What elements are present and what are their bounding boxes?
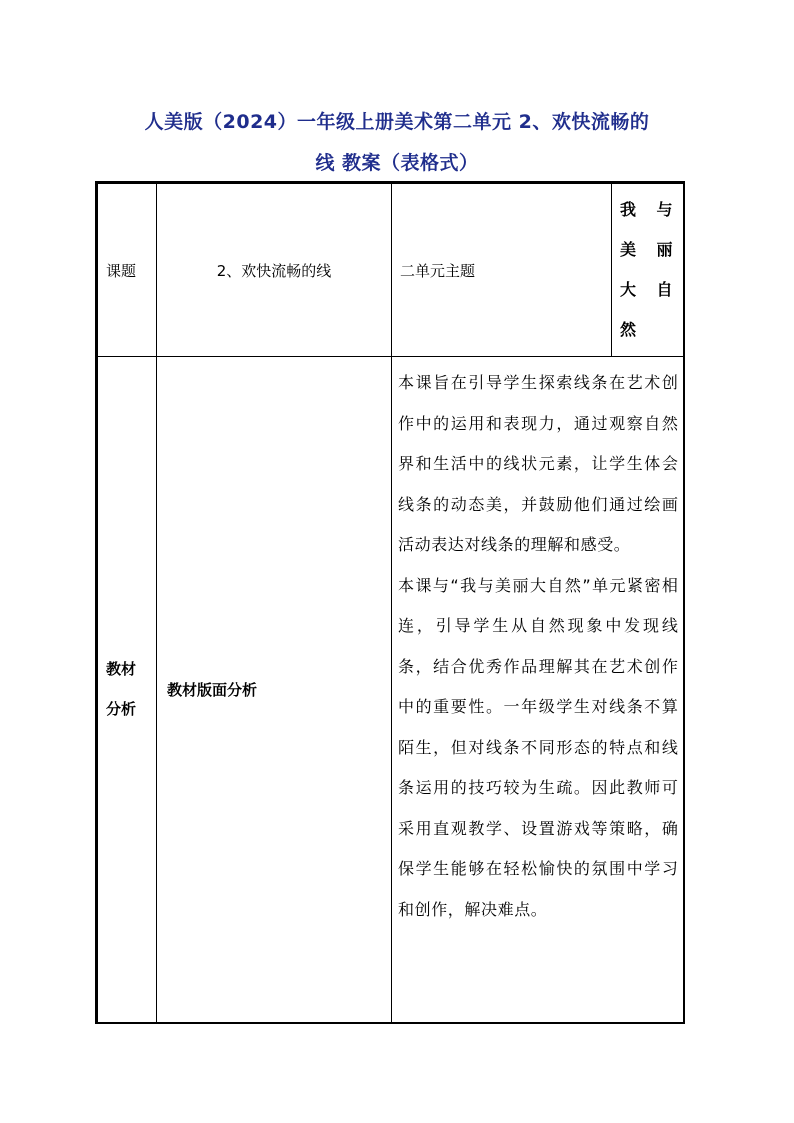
textbook-layout-analysis-label: 教材版面分析	[157, 357, 392, 1023]
unit-theme-line	[616, 270, 679, 310]
unit-theme-char: 自	[656, 280, 673, 299]
unit-theme-value	[612, 183, 684, 357]
textbook-analysis-label-line: 教材	[106, 660, 137, 679]
analysis-paragraph: 本课旨在引导学生探索线条在艺术创作中的运用和表现力，通过观察自然界和生活中的线状元素，让学生体会线条的动态美，并鼓励他们通过绘画活动表达对线条的理解和感受。	[398, 373, 679, 554]
unit-theme-line	[616, 230, 679, 270]
lesson-topic-label: 课题	[97, 183, 157, 357]
lesson-plan-table	[95, 181, 685, 1024]
unit-theme-char: 我	[620, 200, 637, 219]
unit-theme-char: 然	[620, 320, 637, 339]
unit-theme-line	[616, 310, 679, 350]
lesson-name: 2、欢快流畅的线	[157, 183, 392, 357]
unit-theme-label: 二单元主题	[392, 183, 612, 357]
textbook-analysis-content	[392, 357, 684, 1023]
unit-theme-char: 与	[656, 200, 673, 219]
unit-theme-char: 大	[620, 280, 637, 299]
textbook-analysis-label-line: 分析	[106, 700, 137, 719]
document-title-line-2: 线 教案（表格式）	[315, 152, 479, 174]
unit-theme-line	[616, 190, 679, 230]
row-textbook-analysis	[97, 357, 684, 1023]
document-title-line-1: 人美版（2024）一年级上册美术第二单元 2、欢快流畅的	[144, 111, 650, 133]
unit-theme-char: 丽	[656, 240, 673, 259]
textbook-analysis-label	[97, 357, 157, 1023]
analysis-paragraph: 本课与“我与美丽大自然”单元紧密相连，引导学生从自然现象中发现线条，结合优秀作品理解其在艺术创作中的重要性。一年级学生对线条不算陌生，但对线条不同形态的特点和线条运用的技巧较为生疏。因此教师可采用直观教学、设置游戏等策略，确保学生能够在轻松愉快的氛围中学习和创作，解决难点。	[398, 575, 679, 919]
unit-theme-char: 美	[620, 240, 637, 259]
row-lesson-topic	[97, 183, 684, 357]
